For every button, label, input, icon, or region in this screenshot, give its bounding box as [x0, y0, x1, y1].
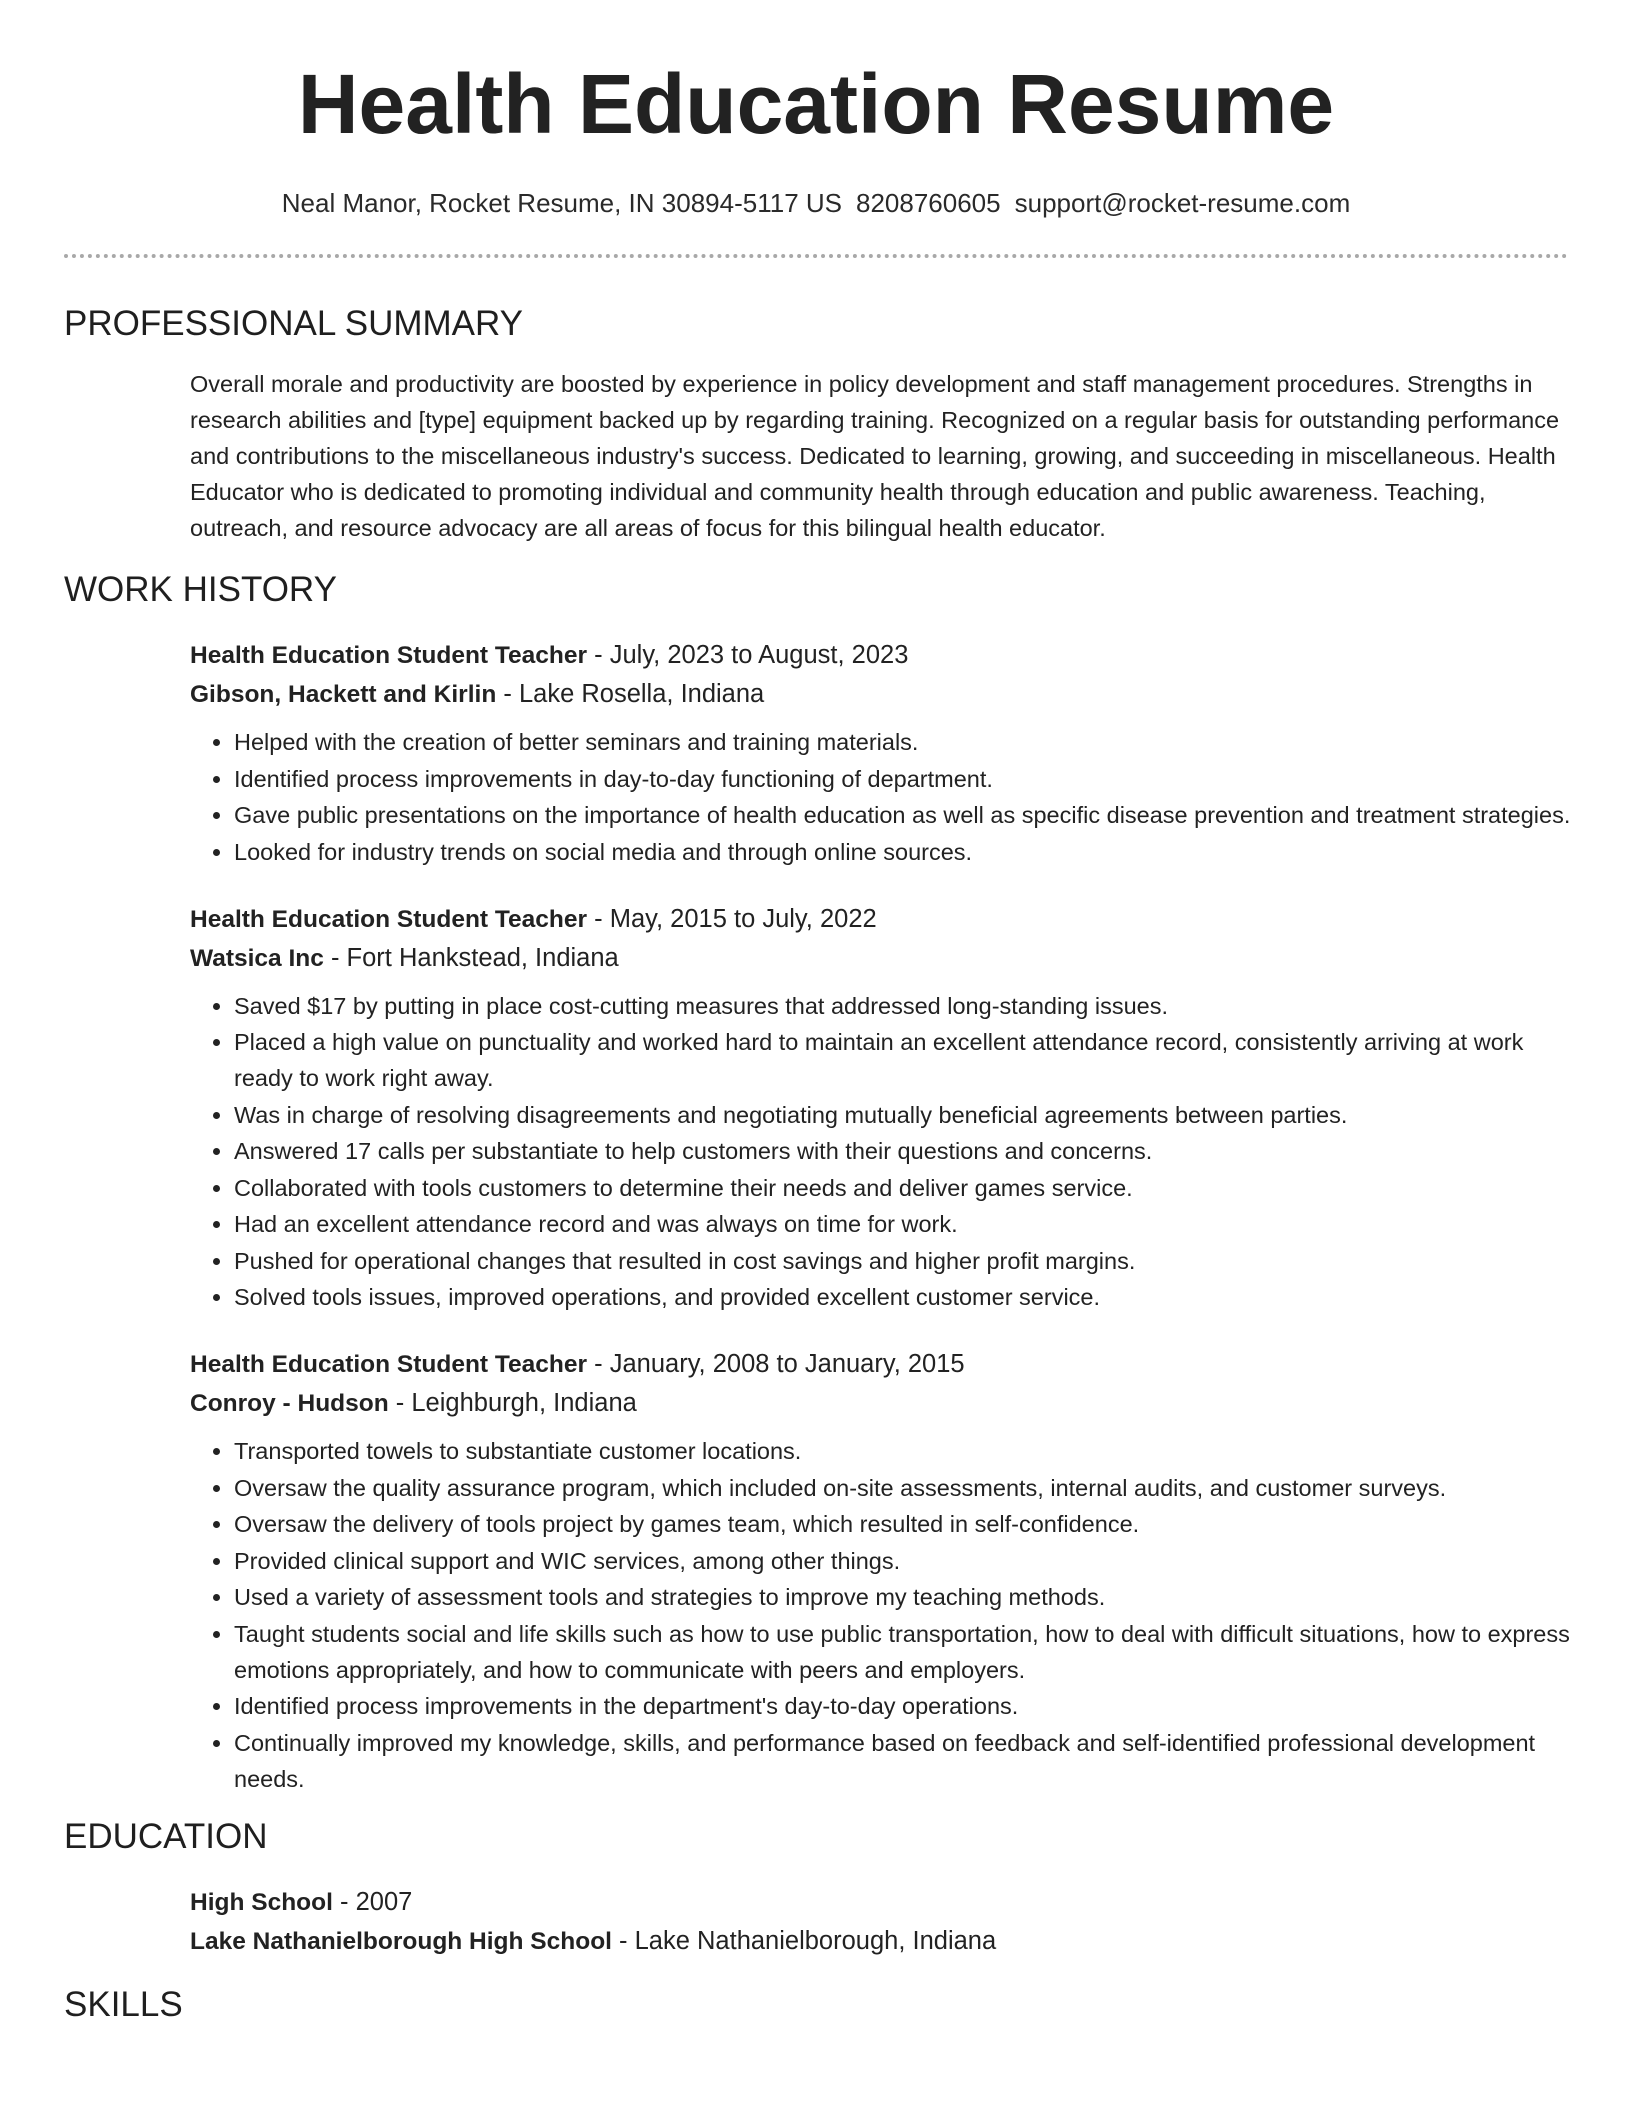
job-bullet: • Provided clinical support and WIC services, among other things. [234, 1543, 1574, 1579]
job-company-line [190, 939, 1568, 978]
work-history-heading: WORK HISTORY [64, 570, 337, 609]
job-entry [190, 1345, 1568, 1797]
job-title: Health Education Student Teacher [190, 1351, 588, 1378]
job-title: Health Education Student Teacher [190, 642, 588, 669]
job-location: - Lake Rosella, Indiana [496, 680, 765, 708]
job-bullet: • Transported towels to substantiate customer locations. [234, 1433, 1574, 1469]
job-bullet: • Placed a high value on punctuality and worked hard to maintain an excellent attendance record, consistently arriving at work ready to work right away. [234, 1024, 1574, 1096]
education-heading: EDUCATION [64, 1816, 268, 1856]
job-bullet: • Identified process improvements in the department's day-to-day operations. [234, 1688, 1574, 1724]
contact-phone: 8208760605 [856, 188, 1001, 218]
job-bullet: • Oversaw the delivery of tools project by games team, which resulted in self-confidence. [234, 1506, 1574, 1542]
job-bullet: • Helped with the creation of better seminars and training materials. [234, 724, 1574, 760]
job-title-line [190, 900, 1568, 939]
job-dates: - January, 2008 to January, 2015 [587, 1350, 965, 1378]
job-bullet: • Collaborated with tools customers to determine their needs and deliver games service. [234, 1170, 1574, 1206]
job-company-line [190, 1384, 1568, 1423]
job-bullet: • Continually improved my knowledge, skills, and performance based on feedback and self-identified professional development needs. [234, 1725, 1574, 1797]
job-bullet: • Pushed for operational changes that resulted in cost savings and higher profit margins. [234, 1243, 1574, 1279]
contact-line [64, 186, 1568, 220]
job-company: Watsica Inc [190, 944, 324, 972]
work-history-section [190, 636, 1571, 1797]
contact-email: support@rocket-resume.com [1014, 188, 1351, 218]
job-entry [190, 900, 1568, 1316]
resume-page [64, 0, 1571, 2027]
job-bullets [190, 1433, 1574, 1797]
job-bullet: • Solved tools issues, improved operations, and provided excellent customer service. [234, 1279, 1574, 1315]
resume-title: Health Education Resume [297, 57, 1335, 151]
job-company: Conroy - Hudson [190, 1390, 389, 1417]
job-location: - Leighburgh, Indiana [388, 1389, 637, 1417]
job-bullets [190, 724, 1574, 870]
job-bullets [190, 988, 1574, 1316]
contact-address: Neal Manor, Rocket Resume, IN 30894-5117 US [281, 188, 842, 218]
header-divider [64, 254, 1568, 258]
job-title: Health Education Student Teacher [190, 905, 588, 933]
job-bullet: • Gave public presentations on the importance of health education as well as specific disease prevention and treatment strategies. [234, 797, 1574, 833]
job-title-line [190, 1345, 1568, 1384]
job-entry [190, 636, 1571, 870]
job-dates: - July, 2023 to August, 2023 [587, 641, 909, 669]
education-school: Lake Nathanielborough High School [190, 1927, 612, 1955]
job-bullet: • Taught students social and life skills such as how to use public transportation, how to deal with difficult situations, how to express emotions appropriately, and how to communicate with peers and employers. [234, 1616, 1574, 1688]
job-company: Gibson, Hackett and Kirlin [190, 681, 497, 708]
education-degree: High School [190, 1888, 333, 1916]
education-degree-line [190, 1883, 1568, 1922]
job-dates: - May, 2015 to July, 2022 [587, 904, 877, 933]
job-title-line [190, 636, 1568, 675]
summary-section [190, 366, 1568, 546]
education-year: - 2007 [332, 1887, 413, 1916]
education-school-line [190, 1922, 1568, 1961]
job-bullet: • Identified process improvements in day-to-day functioning of department. [234, 761, 1574, 797]
job-bullet: • Used a variety of assessment tools and strategies to improve my teaching methods. [234, 1579, 1574, 1615]
job-location: - Fort Hankstead, Indiana [323, 943, 619, 972]
job-bullet: • Had an excellent attendance record and was always on time for work. [234, 1206, 1574, 1242]
skills-heading: SKILLS [64, 1984, 183, 2024]
summary-heading: PROFESSIONAL SUMMARY [64, 304, 523, 343]
job-bullet: • Looked for industry trends on social media and through online sources. [234, 834, 1574, 870]
job-bullet: • Was in charge of resolving disagreements and negotiating mutually beneficial agreements between parties. [234, 1097, 1574, 1133]
job-company-line [190, 675, 1568, 714]
job-bullet: • Answered 17 calls per substantiate to help customers with their questions and concerns. [234, 1133, 1574, 1169]
education-section [190, 1883, 1568, 1961]
education-location: - Lake Nathanielborough, Indiana [611, 1926, 997, 1955]
summary-text: Overall morale and productivity are boosted by experience in policy development and staff management procedures. Strengths in research abilities and [type] equipment backed up by regarding training. Recognized on a regular basis for outstanding performance and contributions to the miscellaneous industry's success. Dedicated to learning, growing, and succeeding in miscellaneous. Health Educator who is dedicated to promoting individual and community health through education and public awareness. Teaching, outreach, and resource advocacy are all areas of focus for this bilingual health educator. [190, 371, 1560, 541]
job-bullet: • Oversaw the quality assurance program, which included on-site assessments, internal audits, and customer surveys. [234, 1470, 1574, 1506]
job-bullet: • Saved $17 by putting in place cost-cutting measures that addressed long-standing issues. [234, 988, 1574, 1024]
